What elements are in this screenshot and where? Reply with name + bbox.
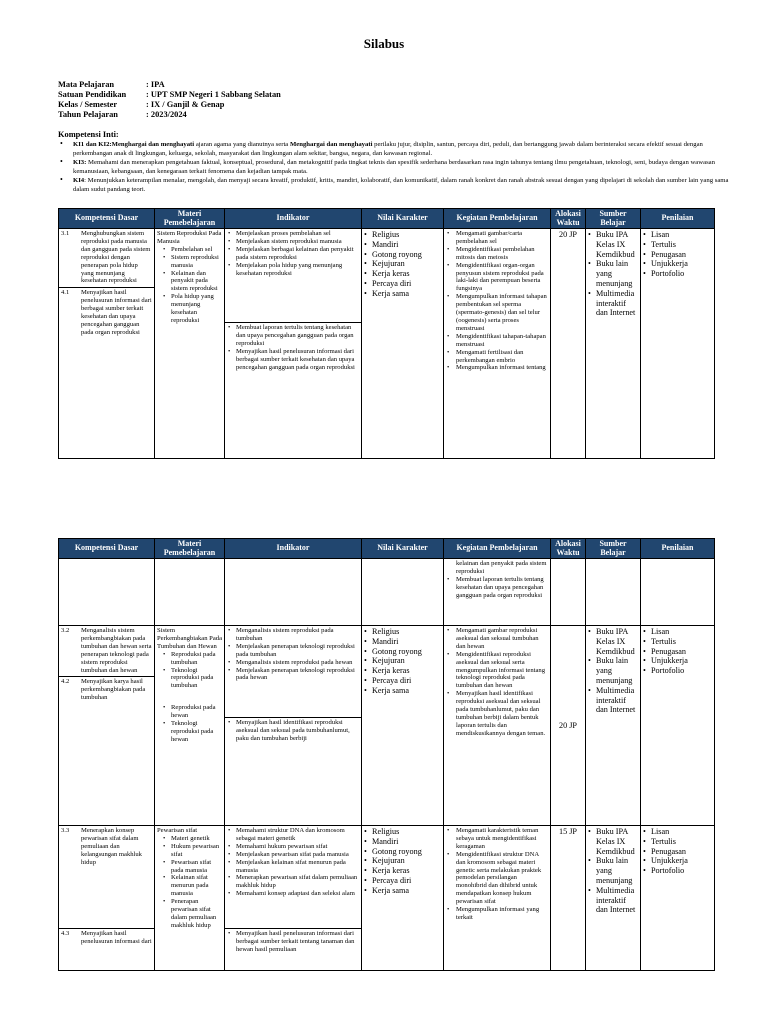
header-kegiatan: Kegiatan Pembelajaran [444, 209, 551, 229]
nilai-list [364, 627, 441, 696]
list-item: • Unjukkerja [643, 656, 712, 666]
indikator-cell [225, 229, 362, 459]
kd-text: Menyajikan karya hasil perkembangbiakan pada tumbuhan [81, 678, 146, 702]
table-header-row [59, 209, 715, 229]
list-item: • Religius [364, 827, 441, 837]
meta-value: : IX / Ganjil & Genap [146, 100, 225, 109]
list-item: • Hukum pewarisan sifat [161, 843, 222, 859]
header-nilai-karakter: Nilai Karakter [362, 539, 444, 559]
kegiatan-cell [444, 559, 551, 626]
list-item: • Buku lain yang menunjang [588, 856, 638, 885]
kd-item [61, 627, 152, 674]
list-item: • Percaya diri [364, 279, 441, 289]
kd-text: Menyajikan hasil penelusuran informasi dari [81, 930, 152, 945]
nilai-karakter-cell [362, 826, 444, 971]
list-item: • Multimedia interaktif dan Internet [588, 289, 638, 318]
meta-row [58, 80, 281, 90]
ki3-item [58, 159, 730, 176]
identity-block [58, 80, 281, 120]
list-item: • Mengamati karakteristik teman sebaya untuk mengidentifikasi keragaman [446, 827, 548, 851]
list-item: • Memahami hukum pewarisan sifat [227, 843, 359, 851]
header-penilaian: Penilaian [641, 539, 715, 559]
divider [225, 928, 361, 929]
penilaian-cell [641, 229, 715, 459]
list-item: • Kelainan sifat menurun pada manusia [161, 874, 222, 898]
list-item: • Menjelaskan berbagai kelainan dan penyakit pada sistem reproduksi [227, 246, 359, 262]
alokasi-cell [551, 826, 586, 971]
kd-cell [59, 559, 155, 626]
list-item: • Lisan [643, 827, 712, 837]
kegiatan-continuation: kelainan dan penyakit pada sistem reproduksi [456, 560, 547, 575]
list-item: • Kejujuran [364, 856, 441, 866]
list-item: • Tertulis [643, 240, 712, 250]
list-item: • Kerja sama [364, 886, 441, 896]
nilai-list [364, 230, 441, 299]
kegiatan-cell [444, 626, 551, 826]
list-item: • Lisan [643, 627, 712, 637]
list-item: • Mengidentifikasi pembelahan mitosis dan meiosis [446, 246, 548, 262]
header-penilaian: Penilaian [641, 209, 715, 229]
nilai-karakter-cell [362, 229, 444, 459]
list-item: • Mengumpulkan informasi tahapan pembentukan sel sperma (spermato-genesis) dan sel telur (oogenesis) serta proses menstruasi [446, 293, 548, 333]
list-item: • Memahami konsep adaptasi dan seleksi alam [227, 890, 359, 898]
materi-cell [155, 229, 225, 459]
meta-row [58, 110, 281, 120]
divider [225, 322, 361, 323]
kd-text: Menganalisis sistem perkembangbiakan pada tumbuhan dan hewan serta penerapan teknologi pada sistem reproduksi tumbuhan dan hewan [81, 627, 152, 674]
divider [59, 928, 154, 929]
list-item: • Tertulis [643, 837, 712, 847]
list-item: • Kerja keras [364, 866, 441, 876]
kegiatan-list [446, 627, 548, 738]
penilaian-cell [641, 826, 715, 971]
sumber-list [588, 827, 638, 915]
list-item: • Kejujuran [364, 259, 441, 269]
ki-text: : Menunjukkan keterampilan menalar, mengolah, dan menyaji secara kreatif, produktif, kritis, mandiri, kolaboratif, dan komunikatif, dalam ranah konkret dan ranah abstrak sesuai dengan yang dipelajari di sekolah dan sumber lain yang sama dalam sudut pandang teori. [73, 177, 729, 193]
list-item: • Kerja sama [364, 289, 441, 299]
alokasi-value: 20 JP [559, 230, 577, 239]
alokasi-value: 15 JP [559, 827, 577, 836]
kompetensi-inti-title: Kompetensi Inti: [58, 130, 119, 139]
ki-lead: KI3: [73, 159, 87, 167]
list-item: • Menganalisis sistem reproduksi pada tumbuhan [227, 627, 359, 643]
meta-value: : UPT SMP Negeri 1 Sabbang Selatan [146, 90, 281, 99]
ki-text: perilaku jujur, disiplin, santun, percaya diri, peduli, dan bertanggung jawab dalam berinteraksi secara efektif sesuai dengan perkembangan anak di lingkungan, keluarga, sekolah, masyarakat dan lingkungan alam sekitar, bangsa, negara, dan kawasan regional. [73, 141, 703, 157]
page-title: Silabus [363, 36, 405, 51]
list-item: • Kejujuran [364, 656, 441, 666]
sumber-cell [586, 559, 641, 626]
header-kompetensi-dasar: Kompetensi Dasar [59, 539, 155, 559]
list-item: • Menyajikan hasil identifikasi reproduksi aseksual dan seksual pada tumbuhanlumut, paku dan tumbuhan berbiji dalam bentuk laporan tertulis dan mendiskusikannya dengan teman. [446, 690, 548, 737]
materi-list [157, 246, 222, 325]
divider [225, 717, 361, 718]
header-materi: Materi Pemebelajaran [155, 539, 225, 559]
kd-cell [59, 229, 155, 459]
list-item: • Mengumpulkan informasi yang terkait [446, 906, 548, 922]
kegiatan-list [446, 576, 548, 600]
list-item: • Mandiri [364, 240, 441, 250]
list-item: • Mengidentifikasi organ-organ penyusun sistem reproduksi pada laki-laki dan perempuan beserta fungsinya [446, 262, 548, 294]
list-item: • Menyajikan hasil penelusuran informasi dari berbagai sumber terkait tentang tanaman dan hewan hasil pemuliaan [227, 930, 359, 954]
meta-row [58, 90, 281, 100]
kd-number: 4.2 [61, 678, 70, 686]
list-item: • Menjelaskan sistem reproduksi manusia [227, 238, 359, 246]
penilaian-cell [641, 559, 715, 626]
ki-lead: KI1 dan KI2: [73, 141, 112, 148]
header-indikator: Indikator [225, 539, 362, 559]
meta-label: Tahun Pelajaran [58, 110, 118, 119]
list-item: • Mengamati gambar reproduksi aseksual dan seksual tumbuhan dan hewan [446, 627, 548, 651]
table-row [59, 826, 715, 971]
table-row [59, 229, 715, 459]
materi-cell [155, 826, 225, 971]
list-item: • Materi genetik [161, 835, 222, 843]
kd-item [61, 827, 152, 926]
kd-item [61, 678, 152, 702]
table-row [59, 626, 715, 826]
list-item: • Portofolio [643, 866, 712, 876]
kegiatan-cell [444, 229, 551, 459]
list-item: • Menjelaskan proses pembelahan sel [227, 230, 359, 238]
list-item: • Menjelaskan penerapan teknologi reproduksi pada tumbuhan [227, 643, 359, 659]
kd-item [61, 230, 152, 285]
kompetensi-inti-list [58, 141, 730, 196]
meta-value: : IPA [146, 80, 165, 89]
list-item: • Memahami struktur DNA dan kromosom sebagai materi genetik [227, 827, 359, 843]
header-alokasi: Alokasi Waktu [551, 539, 586, 559]
nilai-karakter-cell [362, 559, 444, 626]
kegiatan-list [446, 230, 548, 372]
list-item: • Percaya diri [364, 876, 441, 886]
list-item: • Membuat laporan tertulis tentang kesehatan dan upaya pencegahan gangguan pada organ reproduksi [446, 576, 548, 600]
list-item: • Membuat laporan tertulis tentang kesehatan dan upaya pencegahan gangguan pada organ reproduksi [227, 324, 359, 348]
list-item: • Lisan [643, 230, 712, 240]
list-item: • Penugasan [643, 847, 712, 857]
indikator-list [227, 827, 359, 926]
list-item: • Gotong royong [364, 647, 441, 657]
meta-value: : 2023/2024 [146, 110, 187, 119]
list-item: • Portofolio [643, 269, 712, 279]
ki-text: ajaran agama yang dianutnya serta [194, 141, 290, 148]
list-item: • Buku lain yang menunjang [588, 656, 638, 685]
list-item: • Mengumpulkan informasi tentang [446, 364, 548, 372]
silabus-table-page-2 [58, 538, 715, 971]
penilaian-list [643, 827, 712, 876]
indikator-cell [225, 559, 362, 626]
list-item: • Percaya diri [364, 676, 441, 686]
list-item: • Teknologi reproduksi pada tumbuhan [161, 667, 222, 691]
list-item: • Menyajikan hasil identifikasi reproduksi aseksual dan seksual pada tumbuhanlumut, paku dan tumbuhan berbiji [227, 719, 359, 743]
indikator-list [227, 719, 359, 743]
sumber-list [588, 230, 638, 318]
ki-text: Memahami dan menerapkan pengetahuan faktual, konseptual, prosedural, dan metakognitif pada tingkat teknis dan spesifik sederhana berdasarkan rasa ingin tahunya tentang ilmu pengetahuan, teknologi, seni, budaya dengan wawasan kemanusiaan, kebangsaan, dan kenegaraan terkait fenomena dan kejadian tampak mata. [73, 159, 715, 175]
header-kompetensi-dasar: Kompetensi Dasar [59, 209, 155, 229]
ki1-ki2-item [58, 141, 730, 158]
materi-list [157, 835, 222, 930]
ki-emphasis: Menghargai dan menghayati [111, 141, 195, 148]
list-item: • Buku IPA Kelas IX Kemdikbud [588, 230, 638, 259]
list-item: • Menjelaskan pewarisan sifat pada manusia [227, 851, 359, 859]
indikator-list [227, 324, 359, 371]
list-item: • Portofolio [643, 666, 712, 676]
divider [59, 287, 154, 288]
sumber-cell [586, 229, 641, 459]
list-item: • Mengidentifikasi reproduksi aseksual dan seksual serta mengumpulkan informasi tentang teknologi reproduksi pada tumbuhan dan hewan [446, 651, 548, 691]
materi-cell [155, 559, 225, 626]
list-item: • Tertulis [643, 637, 712, 647]
materi-cell [155, 626, 225, 826]
header-indikator: Indikator [225, 209, 362, 229]
list-item: • Gotong royong [364, 847, 441, 857]
sumber-list [588, 627, 638, 715]
nilai-karakter-cell [362, 626, 444, 826]
materi-title: Sistem Perkembangbiakan Pada Tumbuhan dan Hewan [157, 627, 223, 650]
list-item: • Kerja sama [364, 686, 441, 696]
kd-text: Menghubungkan sistem reproduksi pada manusia dan gangguan pada sistem reproduksi dengan penerapan pola hidup yang menunjang kesehatan reproduksi [81, 230, 151, 285]
list-item: • Reproduksi pada hewan [161, 704, 222, 720]
list-item: • Menjelakan pola hidup yang menunjang kesehatan reproduksi [227, 262, 359, 278]
list-item: • Kerja keras [364, 666, 441, 676]
kd-number: 3.1 [61, 230, 70, 237]
list-item: • Gotong royong [364, 250, 441, 260]
table-row [59, 559, 715, 626]
list-item: • Buku IPA Kelas IX Kemdikbud [588, 627, 638, 656]
meta-label: Kelas / Semester [58, 100, 118, 109]
kd-number: 4.3 [61, 930, 70, 937]
kd-number: 4.1 [61, 289, 70, 297]
materi-title: Sistem Reproduksi Pada Manusia [157, 230, 222, 245]
list-item: • Kelainan dan penyakit pada sistem reproduksi [161, 270, 222, 294]
kd-cell [59, 626, 155, 826]
alokasi-cell [551, 229, 586, 459]
penilaian-list [643, 627, 712, 676]
header-alokasi: Alokasi Waktu [551, 209, 586, 229]
table-header-row [59, 539, 715, 559]
kegiatan-list [446, 827, 548, 922]
penilaian-list [643, 230, 712, 279]
kd-item [61, 930, 152, 946]
meta-label: Satuan Pendidikan [58, 90, 127, 99]
list-item: • Mengidentifikasi struktur DNA dan kromosom sebagai materi genetic serta melakukan praktek pemodelan persilangan monohibrid dan dihibrid untuk mendapatkan konsep hukum pewarisan sifat [446, 851, 548, 906]
list-item: • Mandiri [364, 837, 441, 847]
list-item: • Menerapkan pewarisan sifat dalam pemuliaan makhluk hidup [227, 874, 359, 890]
kd-text: Menerapkan konsep pewarisan sifat dalam pemuliaan dan kelangsungan makhluk hidup [81, 827, 142, 866]
list-item: • Menjelaskan penerapan teknologi reproduksi pada hewan [227, 667, 359, 683]
indikator-list [227, 627, 359, 715]
penilaian-cell [641, 626, 715, 826]
kd-number: 3.2 [61, 627, 70, 634]
header-sumber: Sumber Belajar [586, 539, 641, 559]
list-item: • Unjukkerja [643, 259, 712, 269]
list-item: • Mengamati fertilisasi dan perkembangan embrio [446, 349, 548, 365]
list-item: • Kerja keras [364, 269, 441, 279]
ki4-item [58, 177, 730, 194]
materi-title: Pewarisan sifat [157, 827, 198, 834]
indikator-list [227, 230, 359, 320]
list-item: • Mandiri [364, 637, 441, 647]
header-nilai-karakter: Nilai Karakter [362, 209, 444, 229]
kegiatan-cell [444, 826, 551, 971]
sumber-cell [586, 826, 641, 971]
meta-label: Mata Pelajaran [58, 80, 115, 89]
ki-emphasis: Menghargai dan menghayati [289, 141, 373, 148]
list-item: • Religius [364, 627, 441, 637]
alokasi-cell [551, 626, 586, 826]
list-item: • Menyajikan hasil penelusuran informasi dari berbagai sumber terkait kesehatan dan upaya pencegahan gangguan pada organ reproduksi [227, 348, 359, 372]
list-item: • Sistem reproduksi manusia [161, 254, 222, 270]
list-item: • Multimedia interaktif dan Internet [588, 686, 638, 715]
list-item: • Penugasan [643, 647, 712, 657]
header-materi: Materi Pemebelajaran [155, 209, 225, 229]
ki-lead: KI4 [73, 177, 85, 185]
list-item: • Mengidentifikasi tahapan-tahapan menstruasi [446, 333, 548, 349]
list-item: • Religius [364, 230, 441, 240]
meta-row [58, 100, 281, 110]
alokasi-value: 20 JP [559, 720, 577, 730]
list-item: • Penerapan pewarisan sifat dalam pemuliaan makhluk hidup [161, 898, 222, 930]
materi-list [157, 651, 222, 744]
kd-item [61, 289, 152, 336]
nilai-list [364, 827, 441, 896]
kd-number: 3.3 [61, 827, 70, 834]
list-item: • Menjelaskan kelainan sifat menurun pada manusia [227, 859, 359, 875]
indikator-cell [225, 826, 362, 971]
list-item: • Mengamati gambar/carta pembelahan sel [446, 230, 548, 246]
indikator-list [227, 930, 359, 954]
list-item: • Pembelahan sel [161, 246, 222, 254]
sumber-cell [586, 626, 641, 826]
divider [59, 676, 154, 677]
header-kegiatan: Kegiatan Pembelajaran [444, 539, 551, 559]
list-item: • Buku IPA Kelas IX Kemdikbud [588, 827, 638, 856]
kd-text: Menyajikan hasil penelusuran informasi dari berbagai sumber terkait kesehatan dan upaya pencegahan gangguan pada organ reproduksi [81, 289, 152, 336]
kd-cell [59, 826, 155, 971]
indikator-cell [225, 626, 362, 826]
list-item: • Teknologi reproduksi pada hewan [161, 720, 222, 744]
list-item: • Pola hidup yang menunjang kesehatan reproduksi [161, 293, 222, 325]
list-item: • Buku lain yang menunjang [588, 259, 638, 288]
list-item: • Penugasan [643, 250, 712, 260]
list-item: • Unjukkerja [643, 856, 712, 866]
list-item: • Reproduksi pada tumbuhan [161, 651, 222, 667]
alokasi-cell [551, 559, 586, 626]
list-item: • Menganalisis sistem reproduksi pada hewan [227, 659, 359, 667]
silabus-table-page-1 [58, 208, 715, 459]
list-item: • Pewarisan sifat pada manusia [161, 859, 222, 875]
header-sumber: Sumber Belajar [586, 209, 641, 229]
list-item: • Multimedia interaktif dan Internet [588, 886, 638, 915]
